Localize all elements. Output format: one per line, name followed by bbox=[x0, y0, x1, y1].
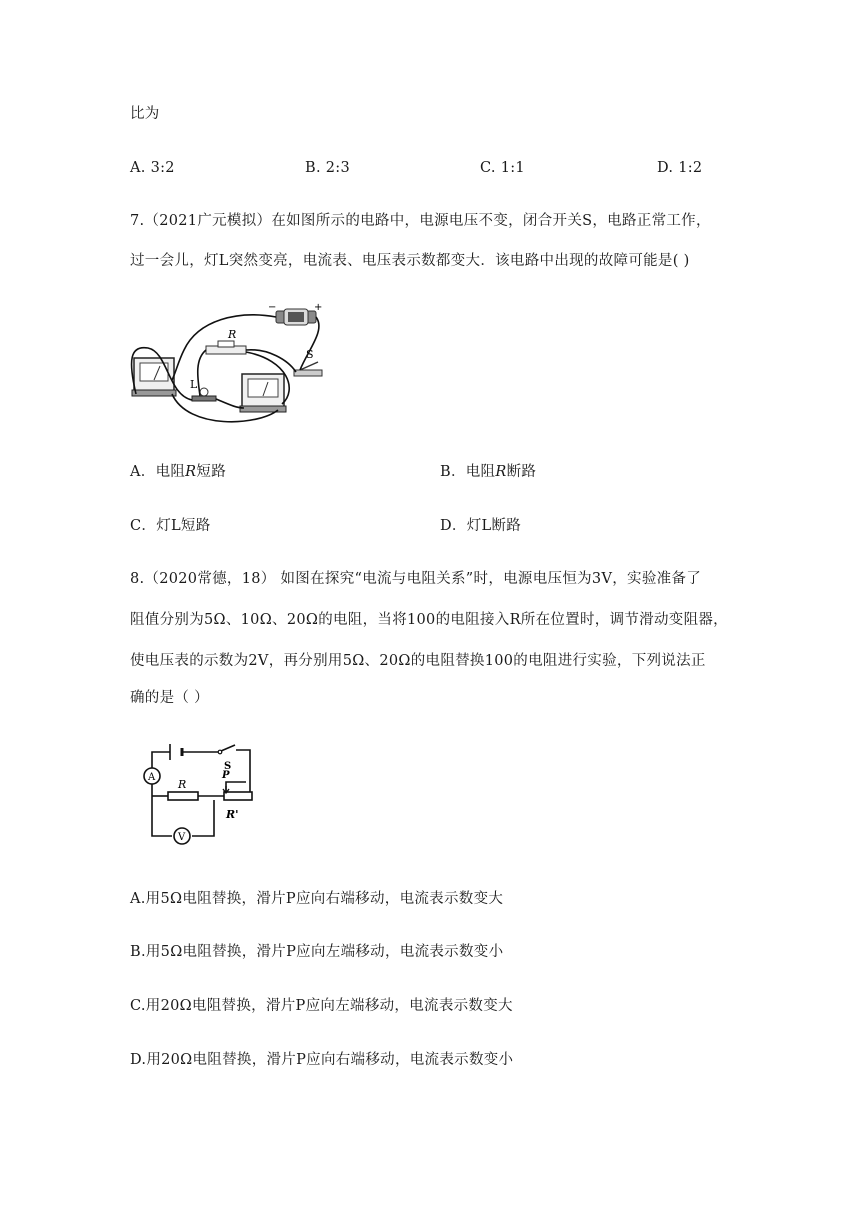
resistor-label: R bbox=[228, 328, 237, 341]
switch-icon bbox=[294, 362, 322, 376]
q8-switch-label: S bbox=[224, 761, 232, 772]
q8-option-d: D.用20Ω电阻替换，滑片P应向右端移动，电流表示数变小 bbox=[130, 1052, 514, 1068]
q7-option-b-prefix: B．电阻 bbox=[440, 464, 496, 480]
resistor-icon bbox=[206, 341, 246, 354]
q6-option-a: A. 3:2 bbox=[130, 160, 175, 176]
switch-icon bbox=[218, 745, 235, 754]
q6-option-c: C. 1:1 bbox=[480, 160, 525, 176]
rheostat-icon bbox=[223, 786, 252, 800]
q8-voltmeter-label: V bbox=[178, 832, 186, 843]
q8-option-c: C.用20Ω电阻替换，滑片P应向左端移动，电流表示数变大 bbox=[130, 998, 513, 1014]
q7-option-d-text: D．灯L断路 bbox=[440, 518, 522, 534]
q7-option-a-prefix: A．电阻 bbox=[130, 464, 186, 480]
q7-option-d bbox=[440, 516, 521, 536]
q8-stem-line2: 阻值分别为5Ω、10Ω、20Ω的电阻，当将100的电阻接入R所在位置时，调节滑动变阻器， bbox=[130, 612, 728, 628]
q7-stem-line2: 过一会儿，灯L突然变亮，电流表、电压表示数都变大．该电路中出现的故障可能是( ) bbox=[130, 253, 690, 269]
q8-circuit-diagram bbox=[138, 740, 258, 852]
q7-option-b-suffix: 断路 bbox=[506, 464, 537, 480]
q8-rheostat-label: R' bbox=[226, 808, 239, 821]
q7-option-b bbox=[440, 462, 536, 482]
q8-slider-label: P bbox=[222, 770, 230, 781]
voltmeter-icon bbox=[240, 374, 286, 412]
q7-option-a-suffix: 短路 bbox=[196, 464, 226, 480]
q7-stem-line1: 7.（2021广元模拟）在如图所示的电路中，电源电压不变，闭合开关S，电路正常工作， bbox=[130, 213, 711, 229]
resistor-icon bbox=[168, 792, 198, 800]
q8-stem-line3: 使电压表的示数为2V，再分别用5Ω、20Ω的电阻替换100的电阻进行实验，下列说法正 bbox=[130, 653, 706, 669]
q8-option-a: A.用5Ω电阻替换，滑片P应向右端移动，电流表示数变大 bbox=[130, 891, 504, 907]
battery-icon bbox=[276, 309, 316, 325]
q8-stem-line1: 8.（2020常德，18） 如图在探究“电流与电阻关系”时，电源电压恒为3V，实验准备了 bbox=[130, 571, 702, 587]
q7-option-a-var: R bbox=[185, 464, 197, 480]
lamp-label: L bbox=[190, 378, 198, 391]
q7-circuit-figure bbox=[128, 300, 328, 426]
battery-icon bbox=[170, 744, 182, 760]
q8-option-b: B.用5Ω电阻替换，滑片P应向左端移动，电流表示数变小 bbox=[130, 944, 504, 960]
q6-option-b: B. 2:3 bbox=[305, 160, 351, 176]
q7-option-a bbox=[130, 462, 226, 482]
battery-plus-label: + bbox=[314, 302, 323, 313]
q7-option-c bbox=[130, 516, 211, 536]
q7-option-b-var: R bbox=[495, 464, 507, 480]
q6-text-tail: 比为 bbox=[130, 106, 160, 122]
q8-ammeter-label: A bbox=[148, 772, 156, 783]
battery-minus-label: − bbox=[268, 302, 277, 313]
q6-option-d: D. 1:2 bbox=[657, 160, 703, 176]
q8-stem-line4: 确的是（ ） bbox=[130, 690, 209, 706]
q7-option-c-text: C．灯L短路 bbox=[130, 518, 211, 534]
q8-resistor-label: R bbox=[178, 778, 187, 791]
switch-label: S bbox=[306, 348, 314, 361]
